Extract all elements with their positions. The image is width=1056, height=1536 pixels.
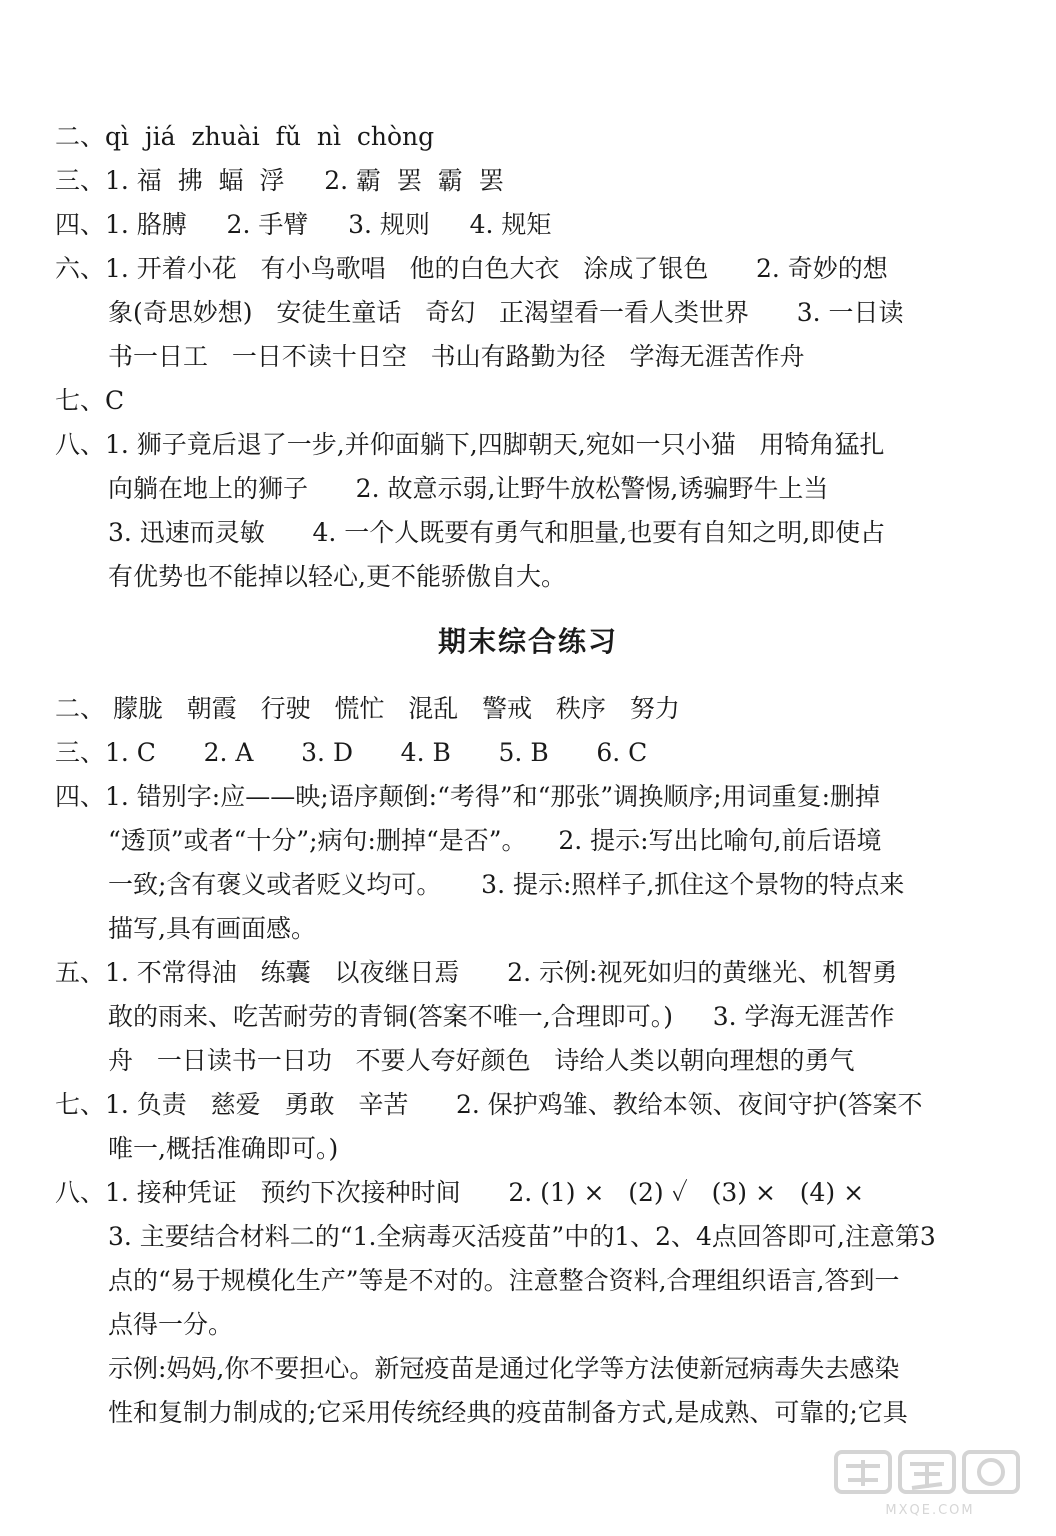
answer-line-example-cont: 性和复制力制成的;它采用传统经典的疫苗制备方式,是成熟、可靠的;它具 <box>108 1398 908 1427</box>
answer-line-ba-cont: 3. 迅速而灵敏 4. 一个人既要有勇气和胆量,也要有自知之明,即使占 <box>108 518 886 547</box>
watermark-logo <box>830 1446 1030 1522</box>
answer-line-ba-cont: 向躺在地上的狮子 2. 故意示弱,让野牛放松警惕,诱骗野牛上当 <box>108 474 829 503</box>
answer-line-er: 二、 朦胧 朝霞 行驶 慌忙 混乱 警戒 秩序 努力 <box>55 694 680 723</box>
answer-line-liu-cont: 象(奇思妙想) 安徒生童话 奇幻 正渴望看一看人类世界 3. 一日读 <box>108 298 904 327</box>
answer-line-qi: 七、C <box>55 386 125 415</box>
answer-line-wu-cont: 敢的雨来、吃苦耐劳的青铜(答案不唯一,合理即可。) 3. 学海无涯苦作 <box>108 1002 895 1031</box>
answer-line-qi-cont: 唯一,概括准确即可。) <box>108 1134 339 1163</box>
answer-line-ba-cont: 有优势也不能掉以轻心,更不能骄傲自大。 <box>108 562 566 591</box>
answer-line-ba-cont: 点得一分。 <box>108 1310 234 1339</box>
answer-line-ba: 八、1. 接种凭证 预约下次接种时间 2. (1) × (2) ✓ (3) × (4) × <box>55 1178 865 1207</box>
answer-line-liu-cont: 书一日工 一日不读十日空 书山有路勤为径 学海无涯苦作舟 <box>108 342 805 371</box>
answer-line-si-cont: 描写,具有画面感。 <box>108 914 316 943</box>
answer-line-wu-cont: 舟 一日读书一日功 不要人夸好颜色 诗给人类以朝向理想的勇气 <box>108 1046 855 1075</box>
answer-line-ba: 八、1. 狮子竟后退了一步,并仰面躺下,四脚朝天,宛如一只小猫 用犄角猛扎 <box>55 430 885 459</box>
section-title: 期末综合练习 <box>437 625 618 658</box>
answer-line-si: 四、1. 错别字:应——映;语序颠倒:“考得”和“那张”调换顺序;用词重复:删掉 <box>55 782 881 811</box>
answer-line-example: 示例:妈妈,你不要担心。新冠疫苗是通过化学等方法使新冠病毒失去感染 <box>108 1354 900 1383</box>
answer-line-wu: 五、1. 不常得油 练囊 以夜继日焉 2. 示例:视死如归的黄继光、机智勇 <box>55 958 898 987</box>
answer-line-er-pinyin: 二、qì jiá zhuài fǔ nì chòng <box>55 122 435 151</box>
answer-line-ba-cont: 3. 主要结合材料二的“1.全病毒灭活疫苗”中的1、2、4点回答即可,注意第3 <box>108 1222 936 1251</box>
watermark-url: MXQE.COM <box>885 1503 975 1518</box>
answer-line-san: 三、1. C 2. A 3. D 4. B 5. B 6. C <box>55 738 648 767</box>
answer-line-si-cont: 一致;含有褒义或者贬义均可。 3. 提示:照样子,抓住这个景物的特点来 <box>108 870 905 899</box>
answer-line-si: 四、1. 胳膊 2. 手臂 3. 规则 4. 规矩 <box>55 210 552 239</box>
answer-line-ba-cont: 点的“易于规模化生产”等是不对的。注意整合资料,合理组织语言,答到一 <box>108 1266 900 1295</box>
answer-line-qi: 七、1. 负责 慈爱 勇敢 辛苦 2. 保护鸡雏、教给本领、夜间守护(答案不 <box>55 1090 923 1119</box>
answer-line-san: 三、1. 福 拂 蝠 浮 2. 霸 罢 霸 罢 <box>55 166 504 195</box>
answer-line-si-cont: “透顶”或者“十分”;病句:删掉“是否”。 2. 提示:写出比喻句,前后语境 <box>108 826 882 855</box>
answer-line-liu: 六、1. 开着小花 有小鸟歌唱 他的白色大衣 涂成了银色 2. 奇妙的想 <box>55 254 888 283</box>
